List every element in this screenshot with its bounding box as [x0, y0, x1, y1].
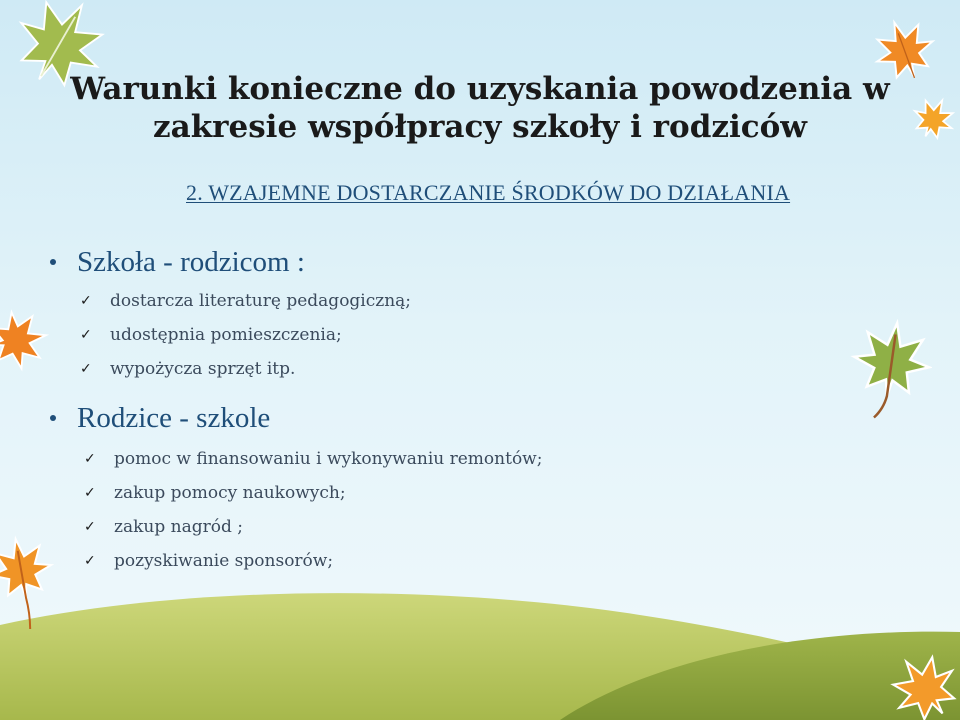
list-item	[80, 352, 411, 386]
slide-subtitle: 2. WZAJEMNE DOSTARCZANIE ŚRODKÓW DO DZIAŁANIA	[186, 180, 791, 205]
list-item-text: wypożycza sprzęt itp.	[110, 359, 296, 379]
checkmark-icon: ✓	[80, 293, 92, 309]
section-parents-to-school	[50, 400, 542, 578]
section-label: Rodzice - szkole	[77, 401, 271, 434]
list-item	[80, 284, 411, 318]
section-label: Szkoła - rodzicom :	[77, 245, 305, 278]
list-item-text: dostarcza literaturę pedagogiczną;	[110, 291, 412, 311]
checkmark-icon: ✓	[84, 451, 96, 467]
checkmark-icon: ✓	[84, 553, 96, 569]
bullet-dot-icon	[50, 415, 56, 421]
maple-leaf-icon	[884, 652, 960, 720]
list-item	[84, 476, 542, 510]
bullet-dot-icon	[50, 259, 56, 265]
checkmark-icon: ✓	[84, 519, 96, 535]
checkmark-icon: ✓	[80, 361, 92, 377]
list-item	[84, 510, 542, 544]
slide-title: Warunki konieczne do uzyskania powodzenia w zakresie współpracy szkoły i rodziców	[70, 71, 890, 145]
maple-leaf-icon	[0, 528, 56, 640]
checkmark-icon: ✓	[80, 327, 92, 343]
list-item-text: zakup nagród ;	[114, 517, 243, 537]
list-item-text: zakup pomocy naukowych;	[114, 483, 346, 503]
checklist	[50, 284, 411, 386]
maple-leaf-icon	[0, 300, 50, 380]
section-heading	[50, 400, 542, 436]
maple-leaf-icon	[850, 312, 932, 430]
list-item	[84, 544, 542, 578]
section-heading	[50, 244, 411, 280]
list-item-text: udostępnia pomieszczenia;	[110, 325, 342, 345]
list-item	[80, 318, 411, 352]
list-item-text: pomoc w finansowaniu i wykonywaniu remontów;	[114, 449, 543, 469]
maple-leaf-icon	[912, 96, 956, 140]
section-school-to-parents	[50, 244, 411, 386]
checkmark-icon: ✓	[84, 485, 96, 501]
checklist	[50, 442, 542, 578]
list-item-text: pozyskiwanie sponsorów;	[114, 551, 334, 571]
list-item	[84, 442, 542, 476]
